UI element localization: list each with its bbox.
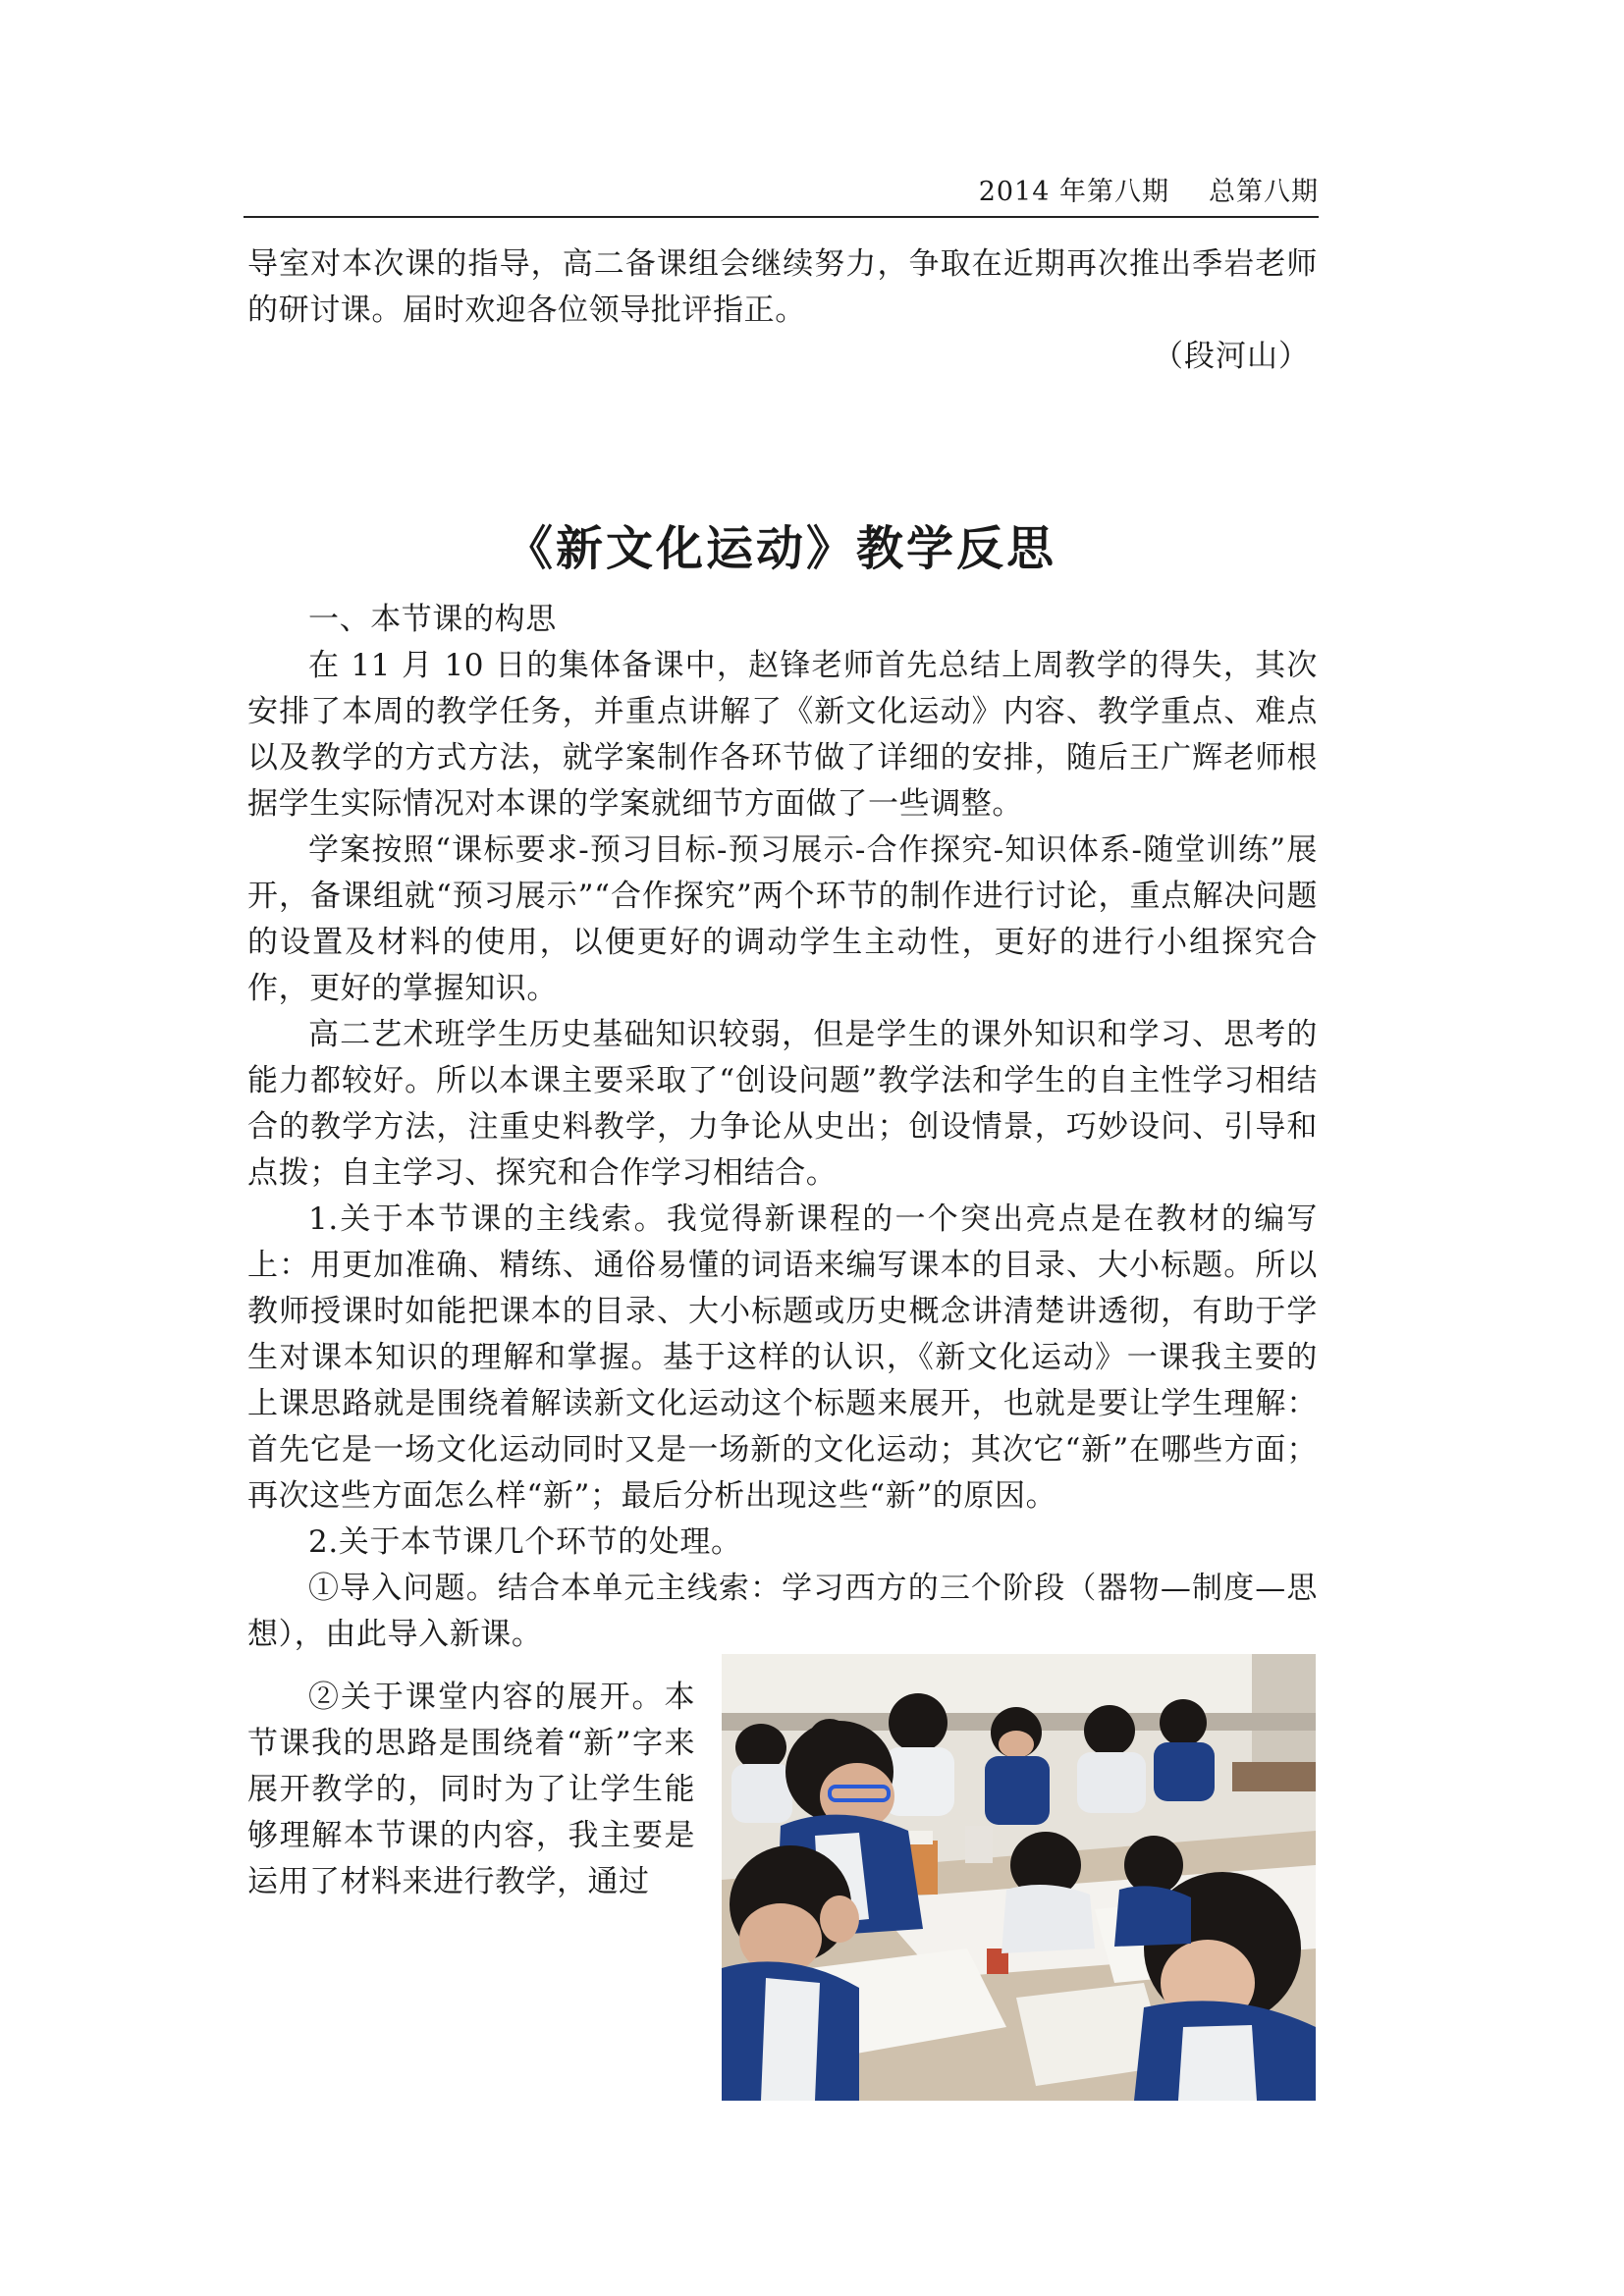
wrapped-paragraph-block [247,1675,695,1905]
author-signature: （段河山） [1153,339,1310,374]
header-rule [244,216,1319,218]
paragraph: 学案按照“课标要求-预习目标-预习展示-合作探究-知识体系-随堂训练”展开，备课组就“预习展示”“合作探究”两个环节的制作进行讨论，重点解决问题的设置及材料的使用，以便更好的调动学生主动性，更好的进行小组探究合作，更好的掌握知识。 [247,832,1318,1006]
paragraph: 在 11 月 10 日的集体备课中，赵锋老师首先总结上周教学的得失，其次安排了本周的教学任务，并重点讲解了《新文化运动》内容、教学重点、难点以及教学的方式方法，就学案制作各环节做了详细的安排，随后王广辉老师根据学生实际情况对本课的学案就细节方面做了一些调整。 [247,648,1318,822]
issue-label: 2014 年第八期 [978,177,1169,207]
classroom-photo-illustration [722,1654,1316,2101]
paragraph: ①导入问题。结合本单元主线索：学习西方的三个阶段（器物—制度—思想），由此导入新课。 [247,1571,1318,1652]
page-header [244,173,1319,212]
total-issue-label: 总第八期 [1209,177,1319,207]
classroom-photo [722,1654,1316,2101]
article-body [247,597,1318,1658]
previous-article-text: 导室对本次课的指导，高二备课组会继续努力，争取在近期再次推出季岩老师的研讨课。届时欢迎各位领导批评指正。 [247,246,1318,328]
previous-article-ending [247,241,1318,334]
article-title: 《新文化运动》教学反思 [505,521,1056,576]
paragraph: ②关于课堂内容的展开。本节课我的思路是围绕着“新”字来展开教学的，同时为了让学生能够理解本节课的内容，我主要是运用了材料来进行教学，通过 [247,1680,695,1899]
paragraph: 2.关于本节课几个环节的处理。 [308,1524,742,1560]
section-heading: 一、本节课的构思 [308,602,557,637]
paragraph: 高二艺术班学生历史基础知识较弱，但是学生的课外知识和学习、思考的能力都较好。所以本课主要采取了“创设问题”教学法和学生的自主性学习相结合的教学方法，注重史料教学，力争论从史出；创设情景，巧妙设问、引导和点拨；自主学习、探究和合作学习相结合。 [247,1017,1318,1191]
paragraph: 1.关于本节课的主线索。我觉得新课程的一个突出亮点是在教材的编写上：用更加准确、精练、通俗易懂的词语来编写课本的目录、大小标题。所以教师授课时如能把课本的目录、大小标题或历史概念讲清楚讲透彻，有助于学生对课本知识的理解和掌握。基于这样的认识，《新文化运动》一课我主要的上课思路就是围绕着解读新文化运动这个标题来展开，也就是要让学生理解：首先它是一场文化运动同时又是一场新的文化运动；其次它“新”在哪些方面；再次这些方面怎么样“新”；最后分析出现这些“新”的原因。 [247,1201,1318,1514]
